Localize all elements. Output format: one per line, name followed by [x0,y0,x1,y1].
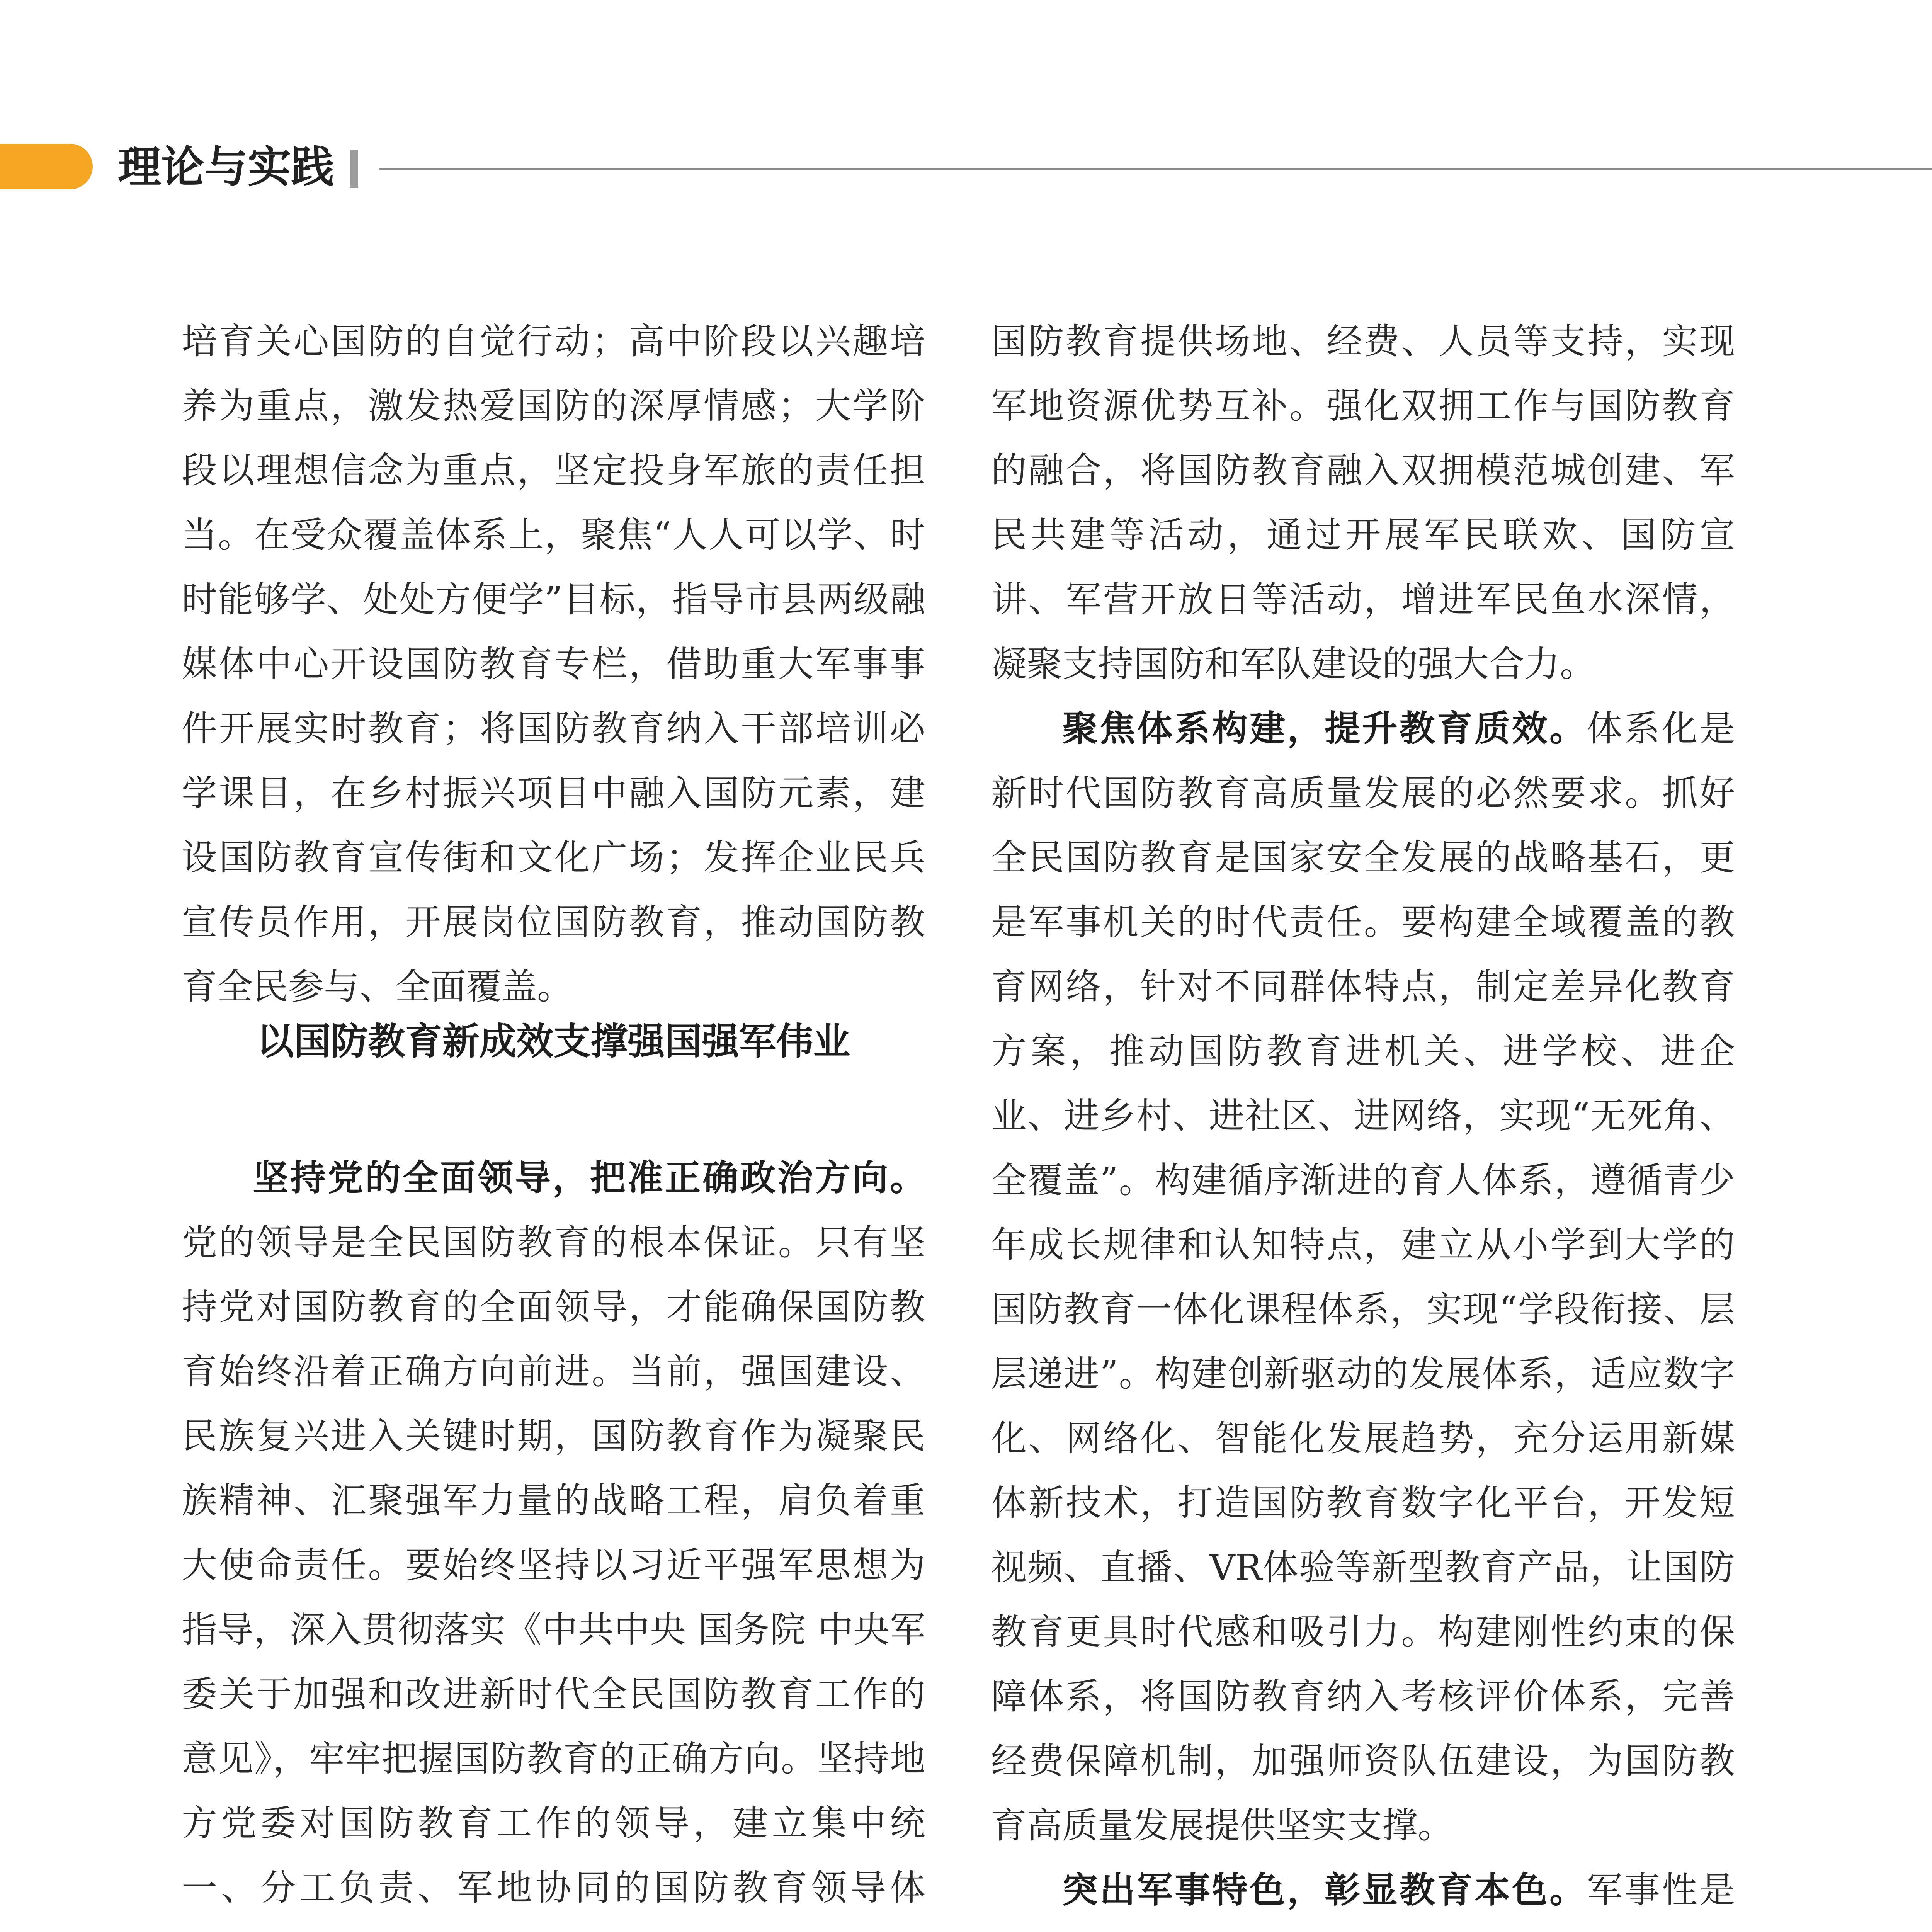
intro-paragraph: 培育关心国防的自觉行动；高中阶段以兴趣培养为重点，激发热爱国防的深厚情感；大学阶段以理想信念为重点，坚定投身军旅的责任担当。在受众覆盖体系上，聚焦“人人可以学、时时能够学、处处方便学”目标，指导市县两级融媒体中心开设国防教育专栏，借助重大军事事件开展实时教育；将国防教育纳入干部培训必学课目，在乡村振兴项目中融入国防元素，建设国防教育宣传街和文化广场；发挥企业民兵宣传员作用，开展岗位国防教育，推动国防教育全民参与、全面覆盖。 [182,321,925,1007]
paragraph-body: 党的领导是全民国防教育的根本保证。只有坚持党对国防教育的全面领导，才能确保国防教育始终沿着正确方向前进。当前，强国建设、民族复兴进入关键时期，国防教育作为凝聚民族精神、汇聚强军力量的战略工程，肩负着重大使命责任。要始终坚持以习近平强军思想为指导，深入贯彻落实《中共中央 国务院 中央军委关于加强和改进新时代全民国防教育工作的意见》，牢牢把握国防教育的正确方向。坚持地方党委对国防教育工作的领导，建立集中统一、分工负责、军地协同的国防教育领导体 [182,1222,925,1908]
paragraph-lead: 突出军事特色，彰显教育本色。 [1062,1869,1587,1911]
paragraph-party-leadership [182,1146,925,1932]
paragraph-lead: 坚持党的全面领导，把准正确政治方向。 [253,1157,925,1199]
paragraph-body: 军事性是 [1587,1869,1735,1911]
right-column [991,309,1735,1932]
paragraph-system-building [991,696,1735,1858]
left-column [182,309,925,1019]
section-title: 理论与实践 [118,142,334,192]
header-accent-tab [0,144,93,189]
paragraph-lead: 聚焦体系构建，提升教育质效。 [1062,708,1587,749]
paragraph-body: 体系化是新时代国防教育高质量发展的必然要求。抓好全民国防教育是国家安全发展的战略基石，更是军事机关的时代责任。要构建全域覆盖的教育网络，针对不同群体特点，制定差异化教育方案，推动国防教育进机关、进学校、进企业、进乡村、进社区、进网络，实现“无死角、全覆盖”。构建循序渐进的育人体系，遵循青少年成长规律和认知特点，建立从小学到大学的国防教育一体化课程体系，实现“学段衔接、层层递进”。构建创新驱动的发展体系，适应数字化、网络化、智能化发展趋势，充分运用新媒体新技术，打造国防教育数字化平台，开发短视频、直播、VR体验等新型教育产品，让国防教育更具时代感和吸引力。构建刚性约束的保障体系，将国防教育纳入考核评价体系，完善经费保障机制，加强师资队伍建设，为国防教育高质量发展提供坚实支撑。 [991,708,1735,1846]
header-rule [379,168,1932,170]
article-subheading: 以国防教育新成效支撑强国强军伟业 [257,1020,850,1063]
left-column-body [182,1146,925,1932]
paragraph-continued: 国防教育提供场地、经费、人员等支持，实现军地资源优势互补。强化双拥工作与国防教育的融合，将国防教育融入双拥模范城创建、军民共建等活动，通过开展军民联欢、国防宣讲、军营开放日等活动，增进军民鱼水深情，凝聚支持国防和军队建设的强大合力。 [991,321,1735,685]
title-divider-bar [350,150,358,188]
paragraph-military-features [991,1858,1735,1932]
